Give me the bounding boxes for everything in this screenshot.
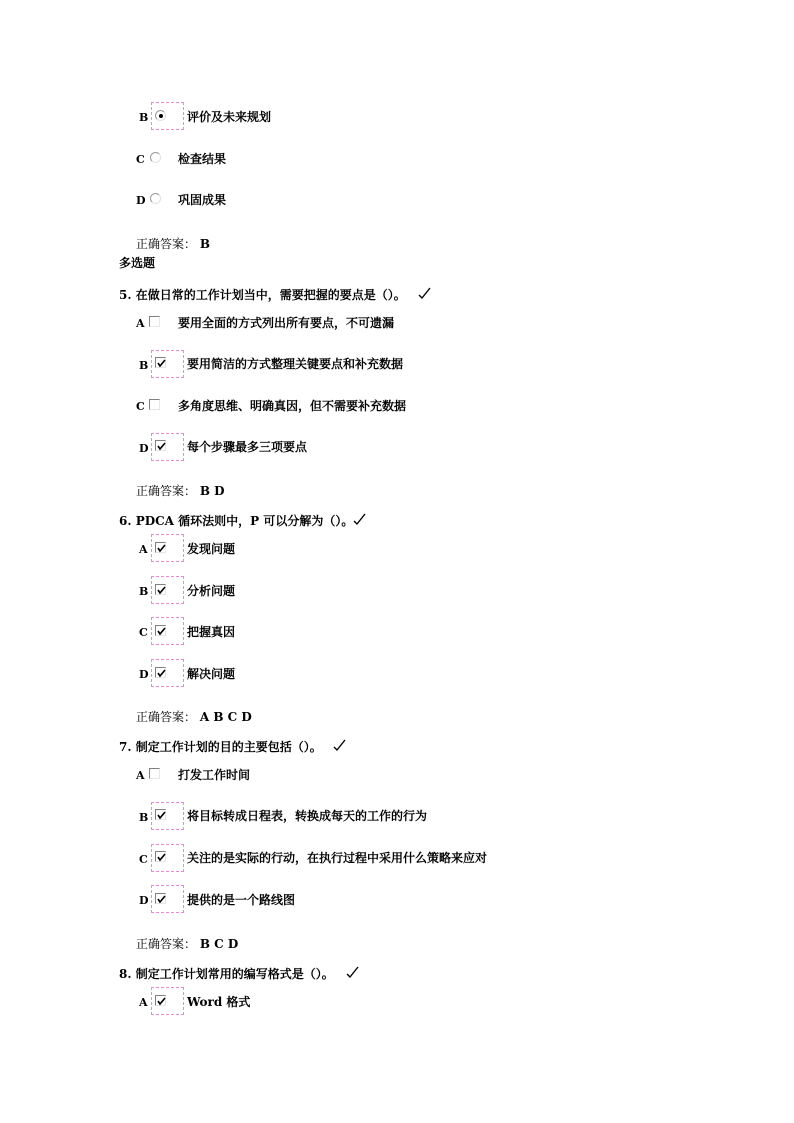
- question-title: 8. 制定工作计划常用的编写格式是（）。: [119, 967, 334, 981]
- option-text: 将目标转成日程表，转换成每天的工作的行为: [187, 809, 428, 823]
- checkbox[interactable]: [149, 399, 160, 410]
- option-letter: C: [139, 853, 148, 866]
- option-letter: A: [136, 769, 145, 782]
- correct-answer-label: 正确答案：: [136, 937, 197, 951]
- option-text: 评价及未来规划: [187, 110, 272, 124]
- option-text: 解决问题: [187, 667, 236, 681]
- option-letter: A: [136, 317, 145, 330]
- option-text: 检查结果: [178, 152, 227, 166]
- option-text: 提供的是一个路线图: [187, 893, 296, 907]
- correct-answer-value: A B C D: [199, 710, 252, 724]
- radio-button-selected[interactable]: [155, 110, 166, 121]
- option-text: Word 格式: [187, 995, 251, 1009]
- correct-tick-icon: [418, 286, 432, 300]
- checkbox[interactable]: [149, 768, 160, 779]
- option-letter: B: [139, 111, 149, 124]
- option-letter: B: [139, 585, 149, 598]
- radio-button[interactable]: [150, 152, 161, 163]
- option-letter: C: [139, 626, 148, 639]
- option-letter: C: [136, 153, 145, 166]
- checkbox-checked[interactable]: [155, 667, 166, 678]
- option-letter: B: [139, 359, 149, 372]
- option-text: 要用简洁的方式整理关键要点和补充数据: [187, 357, 404, 371]
- option-letter: A: [139, 543, 148, 556]
- checkbox-checked[interactable]: [155, 357, 166, 368]
- option-letter: A: [139, 996, 148, 1009]
- option-text: 分析问题: [187, 584, 236, 598]
- option-letter: D: [136, 194, 146, 207]
- section-title: 多选题: [119, 256, 156, 270]
- checkbox[interactable]: [149, 316, 160, 327]
- option-letter: B: [139, 811, 149, 824]
- checkbox-checked[interactable]: [155, 995, 166, 1006]
- checkbox-checked[interactable]: [155, 809, 166, 820]
- option-text: 每个步骤最多三项要点: [187, 440, 308, 454]
- option-text: 多角度思维、明确真因，但不需要补充数据: [178, 399, 407, 413]
- option-text: 把握真因: [187, 625, 236, 639]
- checkbox-checked[interactable]: [155, 851, 166, 862]
- option-text: 要用全面的方式列出所有要点，不可遗漏: [178, 316, 395, 330]
- option-text: 打发工作时间: [178, 768, 251, 782]
- checkbox-checked[interactable]: [155, 542, 166, 553]
- checkbox-checked[interactable]: [155, 440, 166, 451]
- checkbox-checked[interactable]: [155, 625, 166, 636]
- option-letter: C: [136, 400, 145, 413]
- question-title: 6. PDCA 循环法则中，P 可以分解为（）。: [119, 514, 354, 528]
- correct-answer-label: 正确答案：: [136, 710, 197, 724]
- checkbox-checked[interactable]: [155, 584, 166, 595]
- option-letter: D: [139, 668, 149, 681]
- correct-answer-value: B D: [199, 484, 225, 498]
- correct-answer-label: 正确答案：: [136, 237, 197, 251]
- option-letter: D: [139, 442, 149, 455]
- correct-answer: [136, 237, 210, 251]
- correct-answer: [136, 937, 238, 951]
- correct-tick-icon: [333, 738, 347, 752]
- correct-answer-value: B C D: [199, 937, 239, 951]
- correct-tick-icon: [346, 965, 360, 979]
- option-text: 发现问题: [187, 542, 236, 556]
- correct-answer-value: B: [199, 237, 210, 251]
- correct-answer: [136, 484, 225, 498]
- correct-answer-label: 正确答案：: [136, 484, 197, 498]
- option-letter: D: [139, 894, 149, 907]
- correct-tick-icon: [353, 512, 367, 526]
- correct-answer: [136, 710, 252, 724]
- question-title: 7. 制定工作计划的目的主要包括（）。: [119, 740, 322, 754]
- radio-button[interactable]: [150, 193, 161, 204]
- option-text: 巩固成果: [178, 193, 227, 207]
- question-title: 5. 在做日常的工作计划当中，需要把握的要点是（）。: [119, 288, 406, 302]
- checkbox-checked[interactable]: [155, 893, 166, 904]
- option-text: 关注的是实际的行动，在执行过程中采用什么策略来应对: [187, 851, 488, 865]
